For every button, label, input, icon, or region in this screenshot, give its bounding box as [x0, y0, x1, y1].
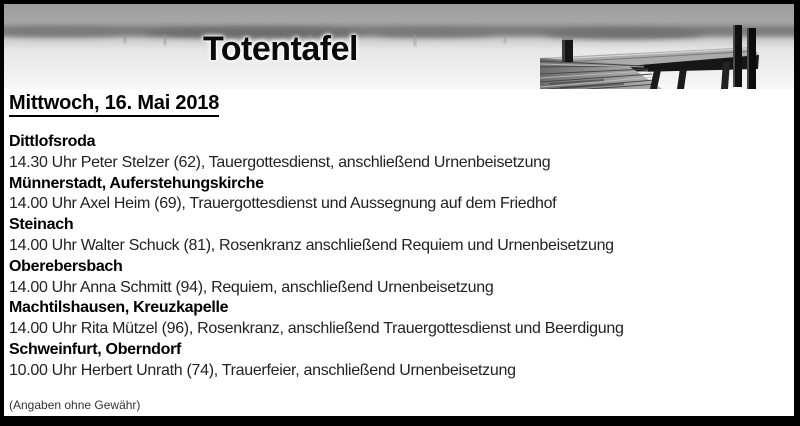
date-heading	[9, 92, 794, 117]
entry-detail: 14.00 Uhr Axel Heim (69), Trauergottesdienst und Aussegnung auf dem Friedhof	[9, 195, 557, 213]
entry	[9, 174, 794, 216]
page-title: Totentafel	[203, 30, 358, 68]
lake-jetty-photo	[4, 4, 794, 89]
entry-place: Dittlofsroda	[9, 133, 96, 150]
entry-detail: 14.30 Uhr Peter Stelzer (62), Tauergottesdienst, anschließend Urnenbeisetzung	[9, 153, 551, 171]
entry-detail: 14.00 Uhr Rita Mützel (96), Rosenkranz, anschließend Trauergottesdienst und Beerdigung	[9, 320, 624, 338]
entry-place: Machtilshausen, Kreuzkapelle	[9, 299, 229, 317]
entry	[9, 215, 794, 257]
notice-body	[4, 92, 794, 412]
entry-place: Oberebersbach	[9, 257, 123, 275]
entry	[9, 132, 794, 174]
date-text: Mittwoch, 16. Mai 2018	[9, 92, 219, 117]
entry-detail: 14.00 Uhr Walter Schuck (81), Rosenkranz anschließend Requiem und Urnenbeisetzung	[9, 236, 614, 254]
header-photo	[4, 4, 794, 89]
entry-place: Schweinfurt, Oberndorf	[9, 340, 182, 358]
footer-note: (Angaben ohne Gewähr)	[9, 397, 141, 412]
entry	[9, 257, 794, 299]
entry-detail: 10.00 Uhr Herbert Unrath (74), Trauerfeier, anschließend Urnenbeisetzung	[9, 361, 516, 379]
entry-place: Steinach	[9, 216, 74, 234]
entry-place: Münnerstadt, Auferstehungskirche	[9, 174, 264, 192]
entries-list	[9, 132, 794, 382]
entry	[9, 340, 794, 382]
entry-detail: 14.00 Uhr Anna Schmitt (94), Requiem, anschließend Urnenbeisetzung	[9, 278, 494, 296]
entry	[9, 298, 794, 340]
